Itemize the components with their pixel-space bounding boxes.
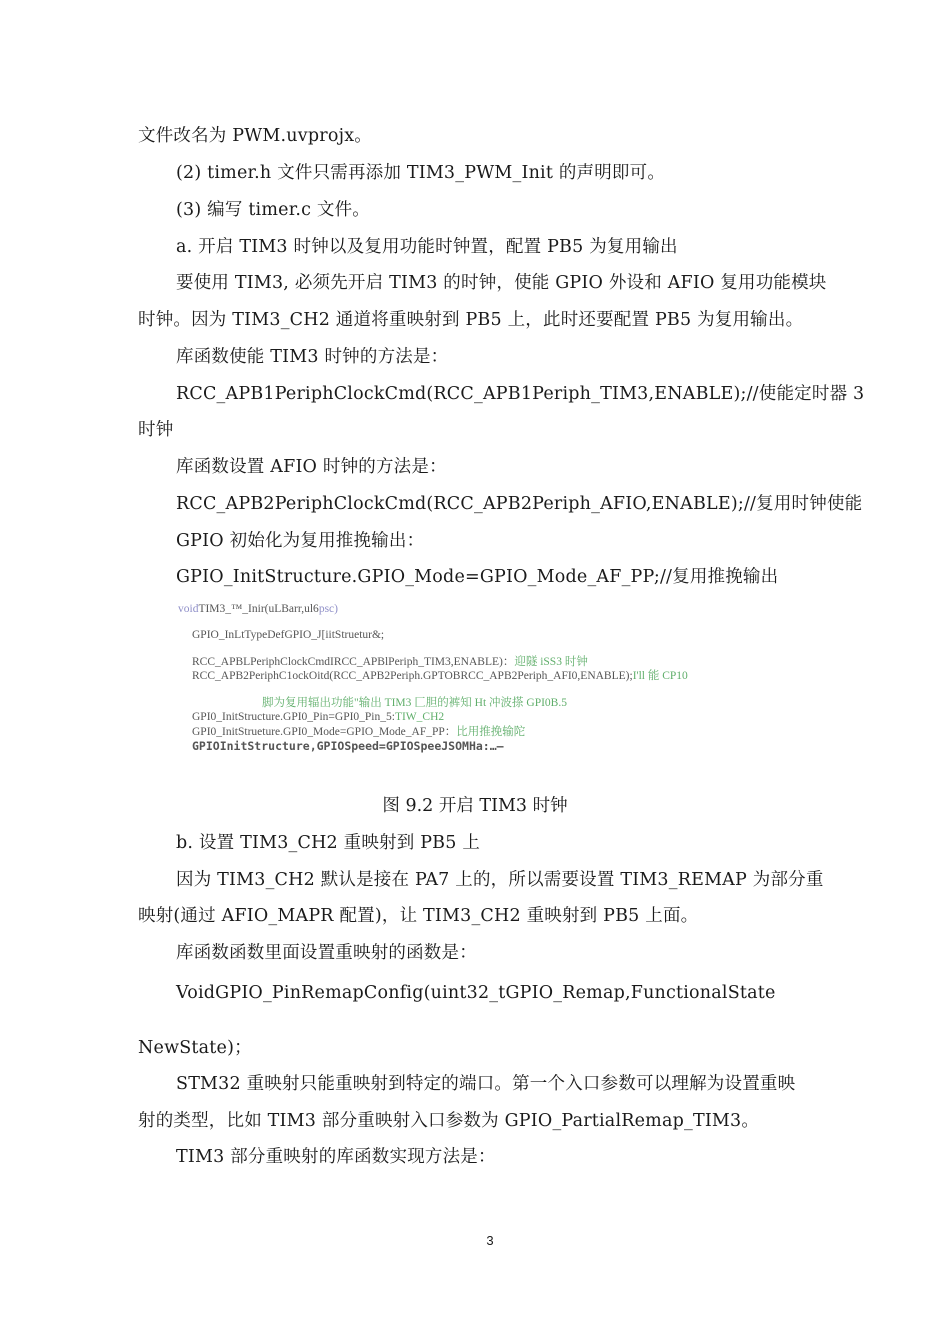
paragraph-enable-clock-1: 要使用 TIM3, 必须先开启 TIM3 的时钟，使能 GPIO 外设和 AFIO 复用功能模块 — [176, 273, 827, 293]
paragraph-afio-method: 库函数设置 AFIO 时钟的方法是： — [176, 457, 447, 477]
figure-line-8: GPIOInitStructure,GPIOSpeed=GPIOSpeeJSOMHa:…— — [192, 739, 504, 753]
paragraph-remap-1: 因为 TIM3_CH2 默认是接在 PA7 上的，所以需要设置 TIM3_REMAP 为部分重 — [176, 870, 824, 890]
figure-line-4: RCC_APB2PeriphC1ockOitd(RCC_APB2Periph.GPTOBRCC_APB2Periph_AFI0,ENABLE);I'll 能 CP10 — [192, 670, 688, 682]
code-remap-signature: VoidGPIO_PinRemapConfig(uint32_tGPIO_Remap,FunctionalState — [176, 983, 776, 1003]
paragraph-stm32-remap-2: 射的类型，比如 TIM3 部分重映射入口参数为 GPIO_PartialRemap_TIM3。 — [138, 1111, 760, 1131]
sub-step-b: b. 设置 TIM3_CH2 重映射到 PB5 上 — [176, 833, 481, 853]
figure-line-3: RCC_APBLPeriphClockCmdIRCC_APBlPeriph_TIM3,ENABLE)：迎隧 iSS3 时钟 — [192, 656, 588, 668]
step-3: (3) 编写 timer.c 文件。 — [176, 200, 370, 220]
paragraph-stm32-remap-1: STM32 重映射只能重映射到特定的端口。第一个入口参数可以理解为设置重映 — [176, 1074, 796, 1094]
paragraph-remap-function: 库函数函数里面设置重映射的函数是： — [176, 943, 477, 963]
paragraph-gpio-init: GPIO 初始化为复用推挽输出： — [176, 531, 425, 551]
figure-line-2: GPIO_InLtTypeDefGPIO_J[iitStruetur&; — [192, 629, 385, 641]
page-number: 3 — [486, 1233, 494, 1248]
paragraph-tim3-method: 库函数使能 TIM3 时钟的方法是： — [176, 347, 449, 367]
code-apb2-line: RCC_APB2PeriphClockCmd(RCC_APB2Periph_AFIO,ENABLE);//复用时钟使能 — [176, 494, 863, 514]
code-apb1-continuation: 时钟 — [138, 420, 174, 440]
figure-line-1: voidTIM3_™_Inir(uLBarr,ul6psc) — [178, 603, 338, 615]
figure-line-6: GPI0_InitStructure.GPI0_Pin=GPI0_Pin_5:TIW_CH2 — [192, 711, 445, 723]
code-gpio-mode-line: GPIO_InitStructure.GPIO_Mode=GPIO_Mode_AF_PP;//复用推挽输出 — [176, 567, 779, 587]
sub-step-a: a. 开启 TIM3 时钟以及复用功能时钟置，配置 PB5 为复用输出 — [176, 237, 678, 257]
paragraph-enable-clock-2: 时钟。因为 TIM3_CH2 通道将重映射到 PB5 上，此时还要配置 PB5 为复用输出。 — [138, 310, 804, 330]
code-apb1-line: RCC_APB1PeriphClockCmd(RCC_APB1Periph_TIM3,ENABLE);//使能定时器 3 — [176, 384, 865, 404]
paragraph-partial-remap: TIM3 部分重映射的库函数实现方法是： — [176, 1147, 496, 1167]
figure-line-7: GPI0_InitStrueture.GPI0_Mode=GPIO_Mode_AF_PP：比用推挽输陀 — [192, 726, 526, 738]
step-2: (2) timer.h 文件只需再添加 TIM3_PWM_Init 的声明即可。 — [176, 163, 666, 183]
code-remap-continuation: NewState)； — [138, 1038, 252, 1058]
paragraph-rename: 文件改名为 PWM.uvprojx。 — [138, 126, 372, 146]
paragraph-remap-2: 映射(通过 AFIO_MAPR 配置)，让 TIM3_CH2 重映射到 PB5 上面。 — [138, 906, 699, 926]
figure-caption: 图 9.2 开启 TIM3 时钟 — [382, 796, 568, 816]
figure-line-5: 脚为复用辐出功能"输出 TIM3 匚胆的裤知 Ht 冲波搽 GPI0B.5 — [262, 697, 567, 709]
